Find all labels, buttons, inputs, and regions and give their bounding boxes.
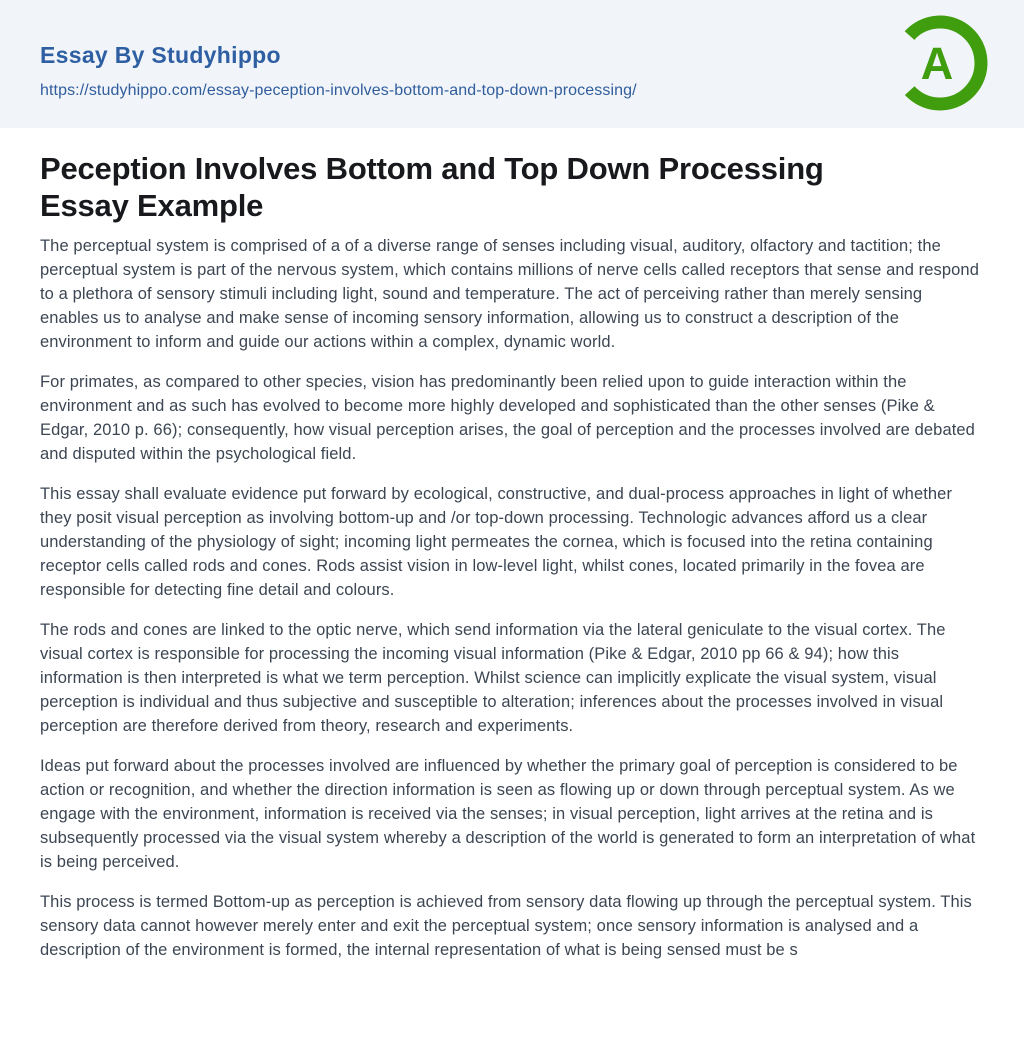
essay-paragraph: This process is termed Bottom-up as perception is achieved from sensory data flowing up through the perceptual system. This sensory data cannot however merely enter and exit the perceptual system; once sensory information is analysed and a description of the environment is formed, the internal representation of what is being sensed must be s (40, 893, 972, 959)
logo-letter: A (920, 38, 954, 89)
essay-paragraph: For primates, as compared to other species, vision has predominantly been relied upon to guide interaction within the environment and as such has evolved to become more highly developed and sophisticated than the other senses (Pike & Edgar, 2010 p. 66); consequently, how visual perception arises, the goal of perception and the processes involved are debated and disputed within the psychological field. (40, 373, 975, 463)
page-header (0, 0, 1024, 128)
essay-paragraph: Ideas put forward about the processes involved are influenced by whether the primary goal of perception is considered to be action or recognition, and whether the direction information is seen as flowing up or down through perceptual system. As we engage with the environment, information is received via the senses; in visual perception, light arrives at the retina and is subsequently processed via the visual system whereby a description of the world is generated to form an interpretation of what is being perceived. (40, 757, 976, 871)
article-title: Peception Involves Bottom and Top Down Processing Essay Example (40, 151, 824, 223)
site-title-link[interactable]: Essay By Studyhippo (40, 42, 281, 68)
essay-content (0, 150, 1024, 962)
header-text-block (40, 0, 637, 100)
logo-arc-icon (892, 15, 988, 111)
essay-body (40, 234, 984, 962)
essay-paragraph: The perceptual system is comprised of a of a diverse range of senses including visual, auditory, olfactory and tactition; the perceptual system is part of the nervous system, which contains millions of nerve cells called receptors that sense and respond to a plethora of sensory stimuli including light, sound and temperature. The act of perceiving rather than merely sensing enables us to analyse and make sense of incoming sensory information, allowing us to construct a description of the environment to inform and guide our actions within a complex, dynamic world. (40, 237, 979, 351)
essay-paragraph: This essay shall evaluate evidence put forward by ecological, constructive, and dual-process approaches in light of whether they posit visual perception as involving bottom-up and /or top-down processing. Technologic advances afford us a clear understanding of the physiology of sight; incoming light permeates the cornea, which is focused into the retina containing receptor cells called rods and cones. Rods assist vision in low-level light, whilst cones, located primarily in the fovea are responsible for detecting fine detail and colours. (40, 485, 953, 599)
studyhippo-logo[interactable] (892, 15, 988, 111)
essay-url-link[interactable]: https://studyhippo.com/essay-peception-involves-bottom-and-top-down-processing/ (40, 82, 637, 99)
essay-paragraph: The rods and cones are linked to the optic nerve, which send information via the lateral geniculate to the visual cortex. The visual cortex is responsible for processing the incoming visual information (Pike & Edgar, 2010 pp 66 & 94); how this information is then interpreted is what we term perception. Whilst science can implicitly explicate the visual system, visual perception is individual and thus subjective and susceptible to alteration; inferences about the processes involved in visual perception are therefore derived from theory, research and experiments. (40, 621, 946, 735)
